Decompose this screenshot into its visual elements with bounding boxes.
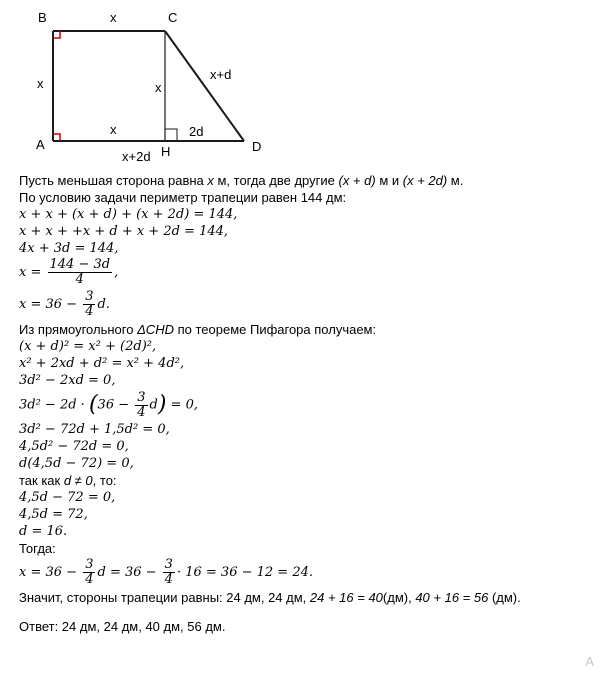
fraction-num: 3 <box>85 289 94 304</box>
paren-open: ( <box>88 392 98 417</box>
line-4: x + x + +x + d + x + 2d = 144, <box>19 224 229 239</box>
label-cd: x+d <box>210 67 232 82</box>
label-hd-2d: 2d <box>189 124 204 139</box>
line-6-lhs: x = <box>19 265 46 280</box>
right-angle-a-mark <box>53 134 60 141</box>
label-top-x: x <box>110 10 117 25</box>
line-16-a: так как <box>19 473 64 488</box>
triangle-chd: ΔCHD <box>137 322 174 337</box>
line-7-lhs: x = 36 − <box>19 297 82 312</box>
line-3: x + x + (x + d) + (x + 2d) = 144, <box>19 207 238 222</box>
fraction <box>83 290 95 319</box>
solution-text <box>19 172 594 635</box>
right-angle-h-mark <box>165 129 177 141</box>
line-8-b: по теореме Пифагора получаем: <box>173 322 377 337</box>
vertex-b: B <box>38 10 47 25</box>
line-13: 3d² − 72d + 1,5d² = 0, <box>19 422 170 437</box>
line-17: 4,5d − 72 = 0, <box>19 490 116 505</box>
expr-x-plus-2d: (x + 2d) <box>402 173 448 188</box>
corner-mark: A <box>585 654 594 669</box>
line-12-tail: = 0, <box>166 397 199 413</box>
line-7 <box>19 289 594 321</box>
paren-close: ) <box>157 392 167 417</box>
fraction-den: 4 <box>75 272 84 287</box>
line-22-a: Значит, стороны трапеции равны: 24 дм, 24 дм, <box>19 590 310 605</box>
vertex-c: C <box>168 10 178 25</box>
fraction-den: 4 <box>85 304 94 319</box>
line-16-math: d ≠ 0 <box>63 473 93 488</box>
label-height-x: x <box>155 80 162 95</box>
line-10: x² + 2xd + d² = x² + 4d², <box>19 356 185 371</box>
line-1-b: м, тогда две другие <box>213 173 339 188</box>
fraction <box>163 558 175 587</box>
spacer <box>19 606 594 618</box>
label-base: x+2d <box>122 149 151 164</box>
line-12-inner: 36 − <box>97 397 134 413</box>
fraction <box>135 391 147 420</box>
line-19: d = 16. <box>19 524 68 539</box>
line-12-d: d <box>149 397 158 413</box>
line-22 <box>19 589 594 606</box>
line-14: 4,5d² − 72d = 0, <box>19 439 129 454</box>
line-21 <box>19 557 594 589</box>
line-5: 4x + 3d = 144, <box>19 241 119 256</box>
line-16-b: , то: <box>92 473 117 488</box>
answer-line: Ответ: 24 дм, 24 дм, 40 дм, 56 дм. <box>19 619 226 634</box>
line-15: d(4,5d − 72) = 0, <box>19 456 134 471</box>
fraction-num: 3 <box>137 389 146 405</box>
right-angle-b-mark <box>53 31 60 38</box>
var-x: x <box>207 173 214 188</box>
line-6-tail: , <box>114 265 119 280</box>
fraction-den: 4 <box>164 572 173 587</box>
line-20: Тогда: <box>19 541 56 556</box>
line-1-d: м. <box>447 173 464 188</box>
fraction-den: 4 <box>137 404 146 420</box>
side-cd <box>165 31 244 141</box>
line-9: (x + d)² = x² + (2d)², <box>19 339 157 354</box>
line-22-b: (дм), <box>382 590 416 605</box>
label-bottom-x: x <box>110 122 117 137</box>
fraction-num: 144 − 3d <box>49 257 111 272</box>
fraction <box>48 258 113 287</box>
line-7-tail: d. <box>97 297 110 312</box>
line-12 <box>19 389 594 421</box>
fraction-den: 4 <box>85 572 94 587</box>
line-2: По условию задачи периметр трапеции равен 144 дм: <box>19 190 347 205</box>
vertex-d: D <box>252 139 262 154</box>
line-6 <box>19 257 594 289</box>
line-1-c: м и <box>375 173 403 188</box>
label-left-x: x <box>37 76 44 91</box>
line-1-a: Пусть меньшая сторона равна <box>19 173 208 188</box>
expr-x-plus-d: (x + d) <box>338 173 376 188</box>
line-8 <box>19 321 594 338</box>
line-16 <box>19 472 594 489</box>
trapezoid-diagram <box>0 0 600 172</box>
line-8-a: Из прямоугольного <box>19 322 138 337</box>
line-22-math-2: 40 + 16 = 56 <box>415 590 489 605</box>
fraction-num: 3 <box>164 557 173 572</box>
line-12-lhs: 3d² − 2d · <box>19 397 89 413</box>
line-21-a: x = 36 − <box>19 565 82 580</box>
vertex-h: H <box>161 144 171 159</box>
line-21-c: · 16 = 36 − 12 = 24. <box>176 565 313 580</box>
line-21-b: d = 36 − <box>97 565 161 580</box>
line-1 <box>19 172 594 189</box>
line-22-c: (дм). <box>488 590 521 605</box>
vertex-a: A <box>36 137 45 152</box>
fraction <box>83 558 95 587</box>
line-18: 4,5d = 72, <box>19 507 88 522</box>
line-22-math-1: 24 + 16 = 40 <box>309 590 383 605</box>
line-11: 3d² − 2xd = 0, <box>19 373 116 388</box>
fraction-num: 3 <box>85 557 94 572</box>
